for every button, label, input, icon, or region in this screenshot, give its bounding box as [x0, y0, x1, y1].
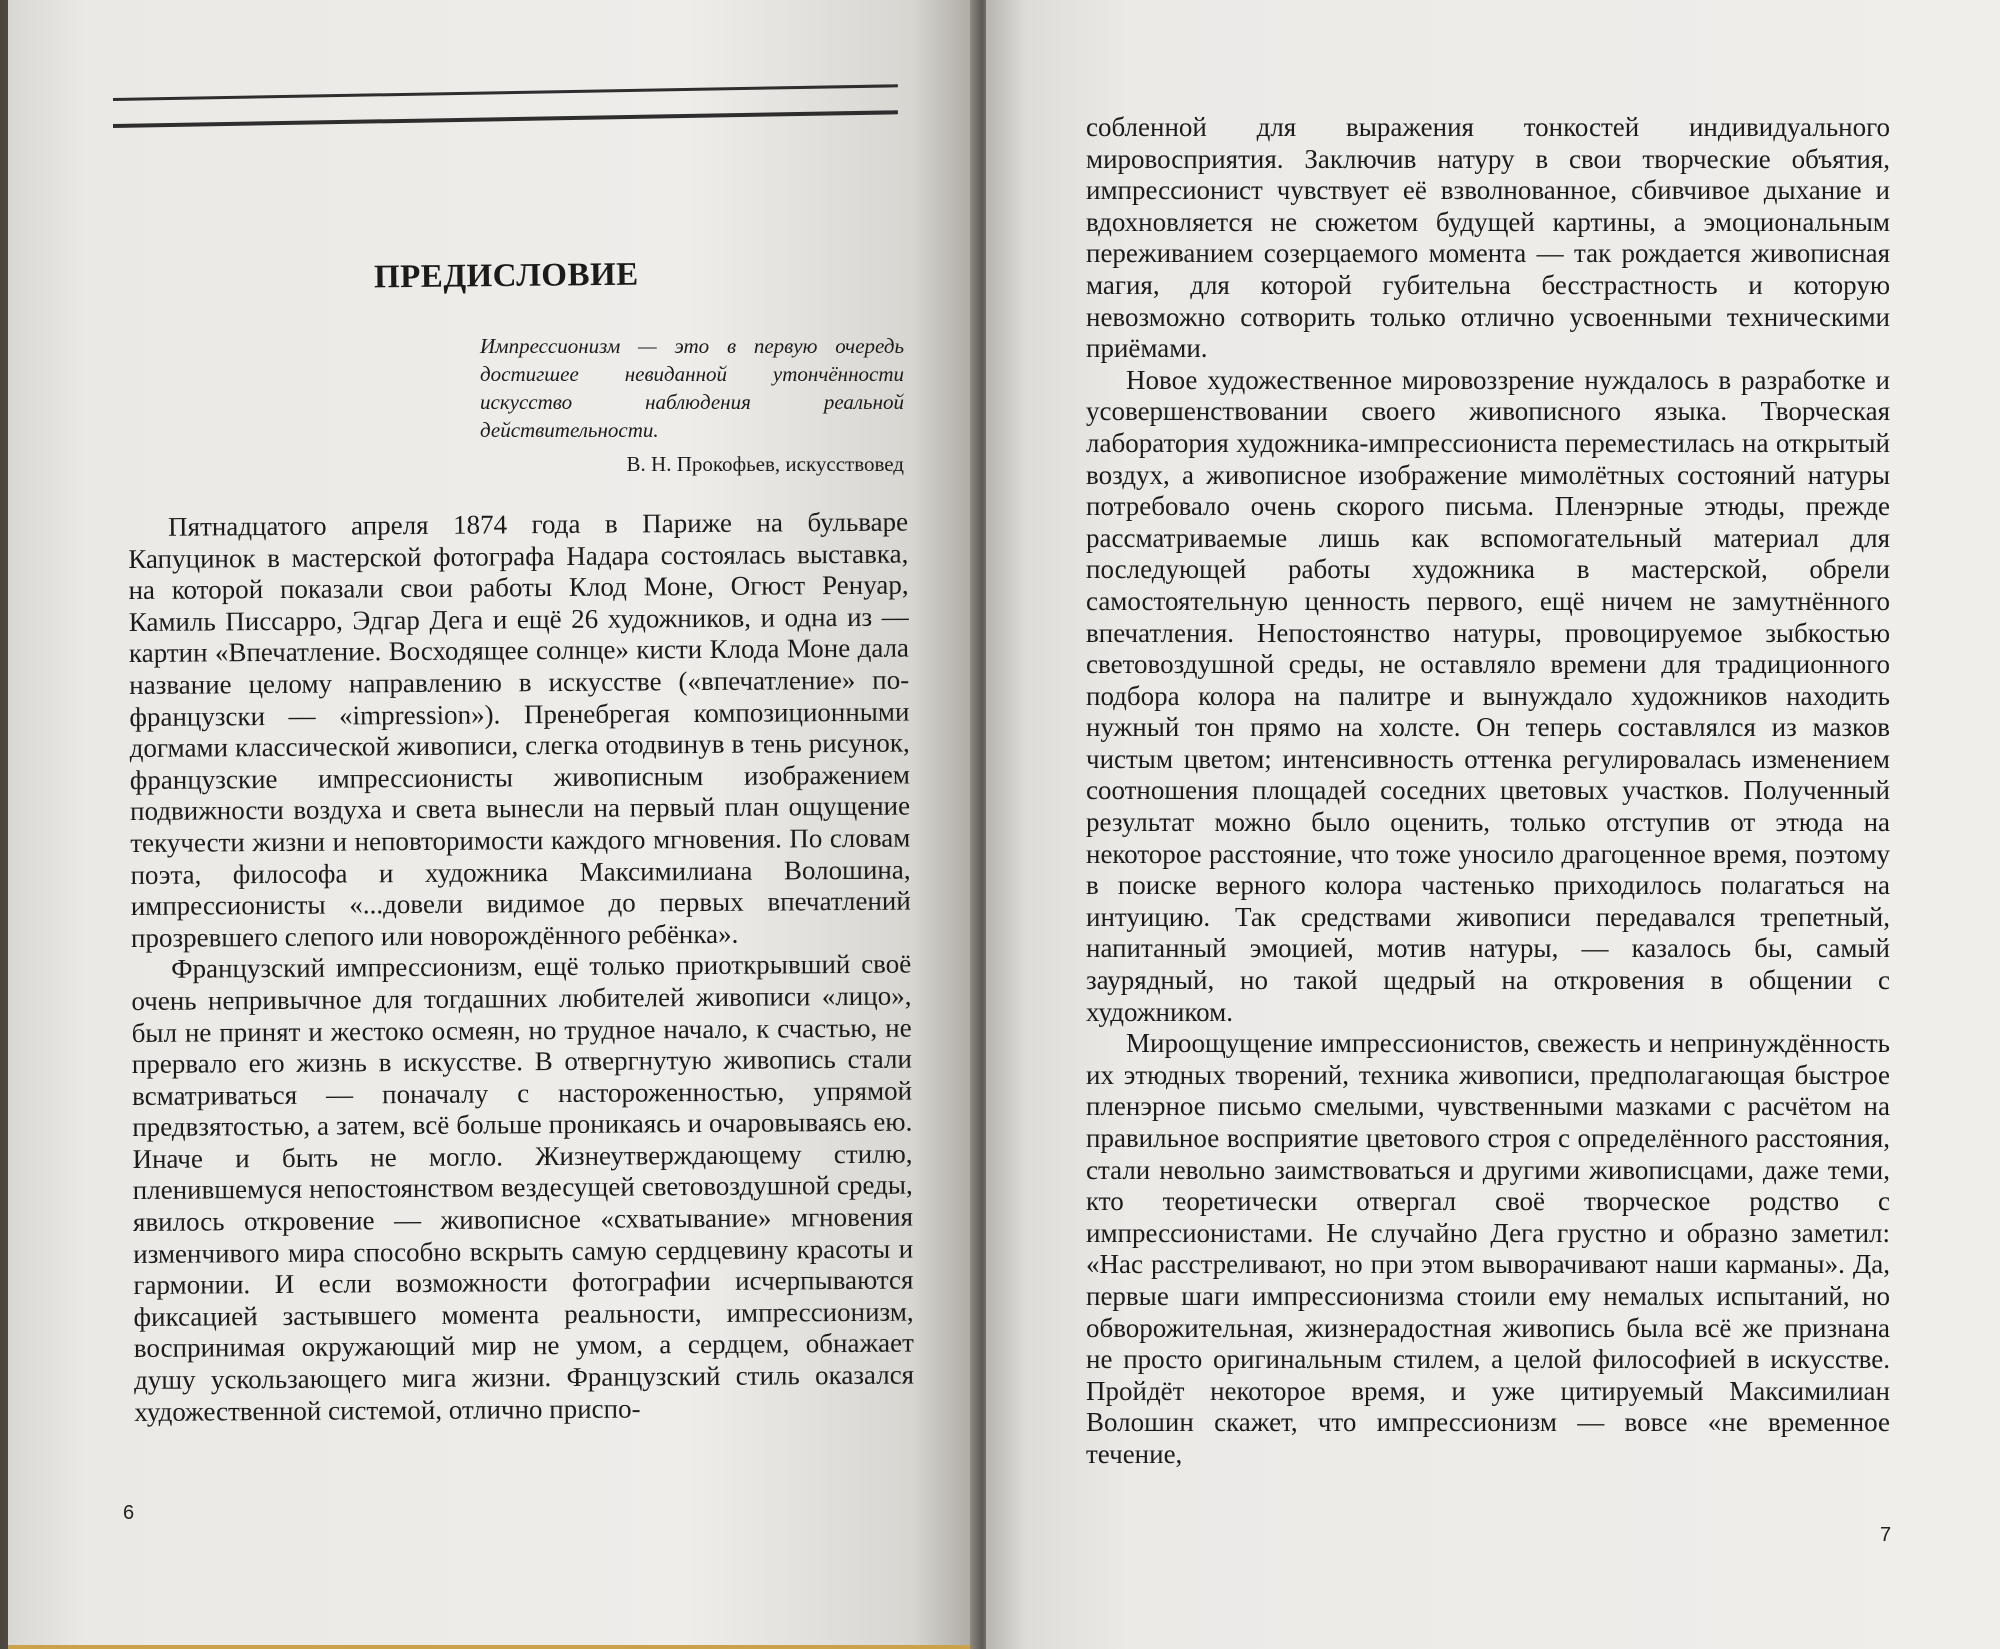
left-page: [8, 0, 980, 1649]
paragraph: Мироощущение импрессионистов, свежесть и непринуждённость их этюдных творений, техника живописи, предполагающая быстрое пленэрное письмо смелыми, чувственными мазками с расчётом на правильное восприятие цветового строя с определённого расстояния, стали невольно заимствоваться и другими живописцами, даже теми, кто теоретически отвергал своё творческое родство с импрессионистами. Не случайно Дега грустно и образно заметил: «Нас расстреливают, но при этом выворачивают наши карманы». Да, первые шаги импрессионизма стоили ему немалых испытаний, но обворожительная, жизнерадостная живопись была всё же признана не просто оригинальным стилем, а целой философией в искусстве. Пройдёт некоторое время, и уже цитируемый Максимилиан Волошин скажет, что импрессионизм — вовсе «не временное течение,: [1086, 1028, 1890, 1469]
page-number-left: 6: [123, 1502, 135, 1524]
right-page: [986, 0, 2000, 1649]
header-rule-top: [113, 84, 898, 101]
paragraph: Новое художественное мировоззрение нуждалось в разработке и усовершенствовании своего живописного языка. Творческая лаборатория художника-импрессиониста переместилась на открытый воздух, а живописное изображение мимолётных состояний натуры потребовало очень скорого письма. Пленэрные этюды, прежде рассматриваемые лишь как вспомогательный материал для последующей работы художника в мастерской, обрели самостоятельную ценность первого, ещё ничем не замутнённого впечатления. Непостоянство натуры, провоцируемое зыбкостью световоздушной среды, не оставляло времени для традиционного подбора колора на палитре и вынуждало художников находить нужный тон прямо на холсте. Он теперь составлялся из мазков чистым цветом; интенсивность оттенка регулировалась изменением соотношения площадей соседних цветовых участков. Полученный результат можно было оценить, только отступив от этюда на некоторое расстояние, что тоже уносило драгоценное время, поэтому в поиске верного колора частенько приходилось полагаться на интуицию. Так средствами живописи передавался трепетный, напитанный эмоцией, мотив натуры, — казалось бы, самый заурядный, но такой щедрый на откровения в общении с художником.: [1086, 364, 1890, 1027]
paragraph: Французский импрессионизм, ещё только приоткрывший своё очень непривычное для тогдашних любителей живописи «лицо», был не принят и жестоко осмеян, но трудное начало, к счастью, не прервало его жизнь в искусстве. В отвергнутую живопись стали всматриваться — поначалу с настороженностью, упрямой предвзятостью, а затем, всё больше проникаясь и очаровываясь ею. Иначе и быть не могло. Жизнеутверждающему стилю, пленившемуся непостоянством вездесущей световоздушной среды, явилось откровение — живописное «схватывание» мгновения изменчивого мира способно вскрыть самую сердцевину красоты и гармонии. И если возможности фотографии исчерпываются фиксацией застывшего момента реальности, импрессионизм, воспринимая окружающий мир не умом, а сердцем, обнажает душу ускользающего мига жизни. Французский стиль оказался художественной системой, отлично приспо-: [131, 948, 915, 1427]
paragraph: собленной для выражения тонкостей индивидуального мировосприятия. Заключив натуру в свои творческие объятия, импрессионист чувствует её взволнованное, сбивчивое дыхание и вдохновляется не сюжетом будущей картины, а эмоциональным переживанием созерцаемого момента — так рождается живописная магия, для которой губительна бесстрастность и которую невозможно сотворить только отлично усвоенными техническими приёмами.: [1086, 112, 1890, 364]
header-rule-bottom: [113, 110, 898, 128]
paragraph: Пятнадцатого апреля 1874 года в Париже на бульваре Капуцинок в мастерской фотографа Надара состоялась выставка, на которой показали свои работы Клод Моне, Огюст Ренуар, Камиль Писсарро, Эдгар Дега и ещё 26 художников, и одна из — картин «Впечатление. Восходящее солнце» кисти Клода Моне дала название целому направлению в искусстве («впечатление» по-французски — «impression»). Пренебрегая композиционными догмами классической живописи, слегка отодвинув в тень рисунок, французские импрессионисты живописным изображением подвижности воздуха и света вынесли на первый план ощущение текучести жизни и неповторимости каждого мгновения. По словам поэта, философа и художника Максимилиана Волошина, импрессионисты «...довели видимое до первых впечатлений прозревшего слепого или новорождённого ребёнка».: [128, 506, 911, 953]
epigraph: Импрессионизм — это в первую очередь достигшее невиданной утончённости искусство наблюдения реальной действительности.: [480, 334, 904, 442]
epigraph-attribution: В. Н. Прокофьев, искусствовед: [626, 452, 904, 476]
right-body-text: [1086, 112, 1890, 1471]
chapter-heading: ПРЕДИСЛОВИЕ: [373, 256, 639, 296]
left-body-text: [128, 507, 914, 1429]
page-number-right: 7: [1880, 1524, 1892, 1546]
